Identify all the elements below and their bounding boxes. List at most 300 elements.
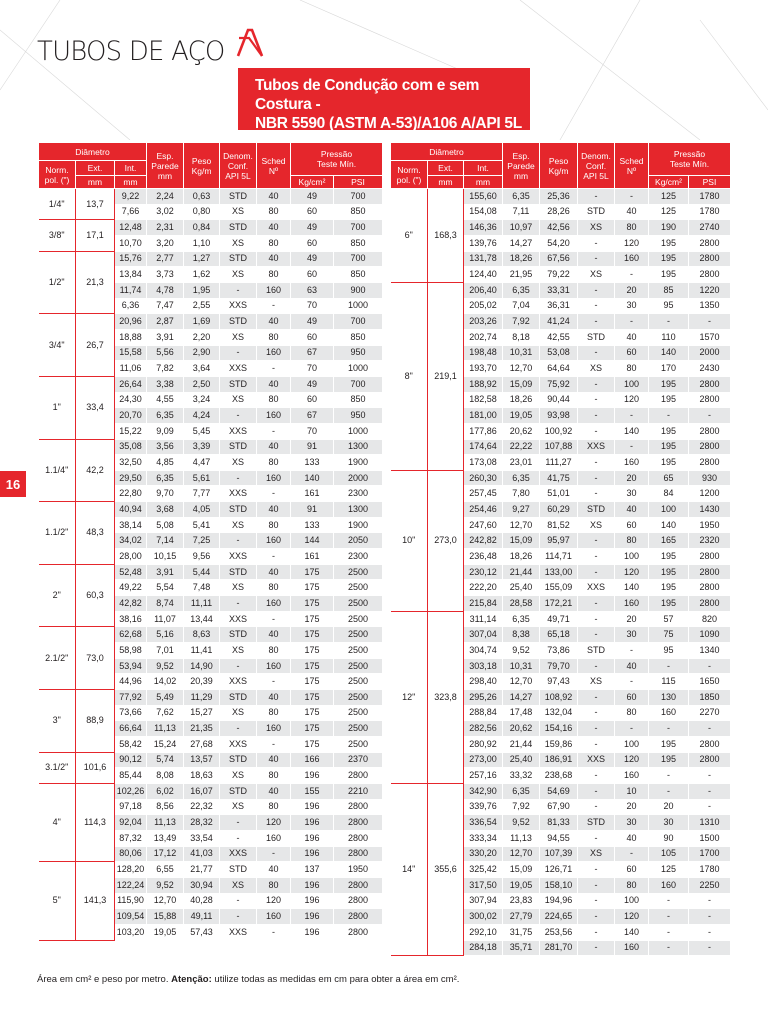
schedule: - xyxy=(615,643,649,659)
wall-thickness: 19,05 xyxy=(147,924,184,940)
pressure-psi: 700 xyxy=(334,189,383,205)
int-diameter: 273,00 xyxy=(464,752,503,768)
ext-diameter: 323,8 xyxy=(428,611,464,783)
pressure-kgcm: 195 xyxy=(649,392,689,408)
pressure-psi: 2800 xyxy=(689,596,731,612)
pressure-psi: 700 xyxy=(334,220,383,236)
wall-thickness: 7,80 xyxy=(503,486,540,502)
denomination: XXS xyxy=(220,361,257,377)
col-header-denominacao: Denom. Conf. API 5L xyxy=(220,143,257,189)
pressure-psi: 2740 xyxy=(689,220,731,236)
denomination: XXS xyxy=(220,549,257,565)
weight: 5,61 xyxy=(184,470,220,486)
denomination: - xyxy=(220,470,257,486)
int-diameter: 303,18 xyxy=(464,658,503,674)
col-header-kgcm: Kg/cm² xyxy=(291,176,334,189)
pressure-kgcm: 196 xyxy=(291,924,334,940)
pressure-kgcm: 95 xyxy=(649,298,689,314)
int-diameter: 103,20 xyxy=(115,924,147,940)
weight: 54,69 xyxy=(540,783,578,799)
schedule: 80 xyxy=(257,705,291,721)
pressure-kgcm: 140 xyxy=(649,517,689,533)
pressure-kgcm: 175 xyxy=(291,674,334,690)
wall-thickness: 10,31 xyxy=(503,658,540,674)
schedule: 40 xyxy=(257,376,291,392)
schedule: 160 xyxy=(615,768,649,784)
wall-thickness: 19,05 xyxy=(503,408,540,424)
pressure-psi: 1300 xyxy=(334,439,383,455)
schedule: 120 xyxy=(615,909,649,925)
wall-thickness: 19,05 xyxy=(503,877,540,893)
int-diameter: 254,46 xyxy=(464,502,503,518)
int-diameter: 325,42 xyxy=(464,862,503,878)
col-header-denominacao: Denom. Conf. API 5L xyxy=(578,143,615,189)
wall-thickness: 3,68 xyxy=(147,502,184,518)
schedule: - xyxy=(257,549,291,565)
weight: 2,90 xyxy=(184,345,220,361)
wall-thickness: 14,02 xyxy=(147,674,184,690)
pressure-psi: - xyxy=(689,783,731,799)
denomination: STD xyxy=(220,502,257,518)
denomination: - xyxy=(578,830,615,846)
pressure-psi: 2500 xyxy=(334,627,383,643)
schedule: 160 xyxy=(615,940,649,956)
schedule: 80 xyxy=(257,329,291,345)
int-diameter: 139,76 xyxy=(464,235,503,251)
denomination: - xyxy=(578,235,615,251)
schedule: - xyxy=(615,846,649,862)
int-diameter: 174,64 xyxy=(464,439,503,455)
int-diameter: 35,08 xyxy=(115,439,147,455)
pressure-kgcm: 65 xyxy=(649,470,689,486)
weight: 1,95 xyxy=(184,282,220,298)
wall-thickness: 9,09 xyxy=(147,423,184,439)
col-header-pressao: Pressão Teste Mín. xyxy=(291,143,383,176)
pressure-kgcm: 140 xyxy=(291,470,334,486)
int-diameter: 128,20 xyxy=(115,862,147,878)
schedule: 40 xyxy=(257,220,291,236)
pressure-psi: 2800 xyxy=(334,924,383,940)
int-diameter: 288,84 xyxy=(464,705,503,721)
denomination: XS xyxy=(220,580,257,596)
int-diameter: 236,48 xyxy=(464,549,503,565)
schedule: 160 xyxy=(257,596,291,612)
pressure-kgcm: 60 xyxy=(291,235,334,251)
wall-thickness: 7,62 xyxy=(147,705,184,721)
pressure-psi: 2250 xyxy=(689,877,731,893)
pressure-kgcm: 84 xyxy=(649,486,689,502)
pressure-psi: 950 xyxy=(334,345,383,361)
pressure-psi: 2500 xyxy=(334,580,383,596)
denomination: XXS xyxy=(578,580,615,596)
pressure-psi: 700 xyxy=(334,314,383,330)
pressure-psi: 2800 xyxy=(334,877,383,893)
schedule: - xyxy=(615,189,649,205)
int-diameter: 62,68 xyxy=(115,627,147,643)
schedule: 80 xyxy=(615,220,649,236)
pressure-psi: 1650 xyxy=(689,674,731,690)
schedule: 160 xyxy=(257,909,291,925)
pressure-kgcm: 140 xyxy=(649,345,689,361)
schedule: 40 xyxy=(257,439,291,455)
weight: 13,44 xyxy=(184,611,220,627)
wall-thickness: 3,73 xyxy=(147,267,184,283)
table-row xyxy=(39,502,383,518)
denomination: - xyxy=(578,705,615,721)
weight: 172,21 xyxy=(540,596,578,612)
denomination: XS xyxy=(220,643,257,659)
schedule: 160 xyxy=(257,408,291,424)
pressure-kgcm: 196 xyxy=(291,768,334,784)
pressure-kgcm: 160 xyxy=(649,877,689,893)
pressure-psi: 1430 xyxy=(689,502,731,518)
nominal-size: 1/2" xyxy=(39,251,76,314)
int-diameter: 307,94 xyxy=(464,893,503,909)
pressure-psi: 2800 xyxy=(334,768,383,784)
pressure-kgcm: 57 xyxy=(649,611,689,627)
pressure-psi: 1340 xyxy=(689,643,731,659)
wall-thickness: 28,58 xyxy=(503,596,540,612)
wall-thickness: 5,54 xyxy=(147,580,184,596)
int-diameter: 102,26 xyxy=(115,783,147,799)
pressure-psi: 2210 xyxy=(334,783,383,799)
pressure-kgcm: - xyxy=(649,909,689,925)
denomination: STD xyxy=(220,627,257,643)
int-diameter: 257,45 xyxy=(464,486,503,502)
int-diameter: 34,02 xyxy=(115,533,147,549)
int-diameter: 26,64 xyxy=(115,376,147,392)
weight: 27,68 xyxy=(184,736,220,752)
int-diameter: 44,96 xyxy=(115,674,147,690)
pressure-psi: 850 xyxy=(334,392,383,408)
weight: 7,25 xyxy=(184,533,220,549)
schedule: 160 xyxy=(257,658,291,674)
denomination: - xyxy=(578,768,615,784)
pressure-psi: 700 xyxy=(334,251,383,267)
weight: 53,08 xyxy=(540,345,578,361)
schedule: 60 xyxy=(615,517,649,533)
pressure-kgcm: - xyxy=(649,924,689,940)
wall-thickness: 12,70 xyxy=(503,674,540,690)
wall-thickness: 15,09 xyxy=(503,862,540,878)
pressure-psi: 850 xyxy=(334,267,383,283)
int-diameter: 38,14 xyxy=(115,517,147,533)
denomination: XS xyxy=(220,204,257,220)
table-row xyxy=(391,611,731,627)
denomination: XS xyxy=(220,768,257,784)
weight: 0,84 xyxy=(184,220,220,236)
wall-thickness: 5,74 xyxy=(147,752,184,768)
schedule: 120 xyxy=(615,392,649,408)
pressure-psi: 1500 xyxy=(689,830,731,846)
weight: 81,33 xyxy=(540,815,578,831)
wall-thickness: 15,09 xyxy=(503,376,540,392)
denomination: XS xyxy=(220,235,257,251)
weight: 67,56 xyxy=(540,251,578,267)
weight: 281,70 xyxy=(540,940,578,956)
weight: 93,98 xyxy=(540,408,578,424)
pressure-psi: 2800 xyxy=(689,564,731,580)
int-diameter: 222,20 xyxy=(464,580,503,596)
int-diameter: 15,76 xyxy=(115,251,147,267)
weight: 100,92 xyxy=(540,423,578,439)
wall-thickness: 14,27 xyxy=(503,690,540,706)
weight: 20,39 xyxy=(184,674,220,690)
schedule: - xyxy=(615,721,649,737)
schedule: 160 xyxy=(257,830,291,846)
int-diameter: 146,36 xyxy=(464,220,503,236)
schedule: 20 xyxy=(615,611,649,627)
int-diameter: 15,22 xyxy=(115,423,147,439)
denomination: XS xyxy=(220,455,257,471)
pressure-kgcm: 161 xyxy=(291,486,334,502)
wall-thickness: 5,08 xyxy=(147,517,184,533)
weight: 3,39 xyxy=(184,439,220,455)
col-header-kgcm: Kg/cm² xyxy=(649,176,689,189)
denomination: XS xyxy=(220,392,257,408)
schedule: 40 xyxy=(257,502,291,518)
pressure-psi: 2800 xyxy=(689,580,731,596)
schedule: - xyxy=(257,924,291,940)
pressure-kgcm: 133 xyxy=(291,455,334,471)
banner-line-2: NBR 5590 (ASTM A-53)/A106 A/API 5L xyxy=(255,115,522,132)
nominal-size: 2.1/2" xyxy=(39,627,76,690)
int-diameter: 333,34 xyxy=(464,830,503,846)
weight: 107,39 xyxy=(540,846,578,862)
wall-thickness: 11,13 xyxy=(147,721,184,737)
pressure-psi: 1300 xyxy=(334,502,383,518)
denomination: - xyxy=(578,298,615,314)
int-diameter: 13,84 xyxy=(115,267,147,283)
wall-thickness: 8,08 xyxy=(147,768,184,784)
pressure-psi: 2430 xyxy=(689,361,731,377)
denomination: XXS xyxy=(220,924,257,940)
denomination: - xyxy=(220,282,257,298)
weight: 5,41 xyxy=(184,517,220,533)
ext-diameter: 13,7 xyxy=(76,189,115,220)
ext-diameter: 88,9 xyxy=(76,690,115,753)
wall-thickness: 7,82 xyxy=(147,361,184,377)
nominal-size: 10" xyxy=(391,470,428,611)
wall-thickness: 6,55 xyxy=(147,862,184,878)
int-diameter: 182,58 xyxy=(464,392,503,408)
pressure-kgcm: 60 xyxy=(291,267,334,283)
schedule: 160 xyxy=(615,251,649,267)
wall-thickness: 20,62 xyxy=(503,721,540,737)
denomination: XS xyxy=(220,799,257,815)
schedule: - xyxy=(257,611,291,627)
wall-thickness: 6,35 xyxy=(147,470,184,486)
pressure-kgcm: 70 xyxy=(291,361,334,377)
wall-thickness: 9,70 xyxy=(147,486,184,502)
int-diameter: 53,94 xyxy=(115,658,147,674)
weight: 11,11 xyxy=(184,596,220,612)
wall-thickness: 7,92 xyxy=(503,314,540,330)
schedule: 80 xyxy=(257,204,291,220)
pressure-kgcm: 49 xyxy=(291,314,334,330)
pressure-psi: 1700 xyxy=(689,846,731,862)
denomination: - xyxy=(578,877,615,893)
schedule: 120 xyxy=(615,235,649,251)
denomination: - xyxy=(578,533,615,549)
pressure-kgcm: 195 xyxy=(649,596,689,612)
pressure-kgcm: 190 xyxy=(649,220,689,236)
pressure-psi: - xyxy=(689,721,731,737)
pressure-kgcm: 70 xyxy=(291,298,334,314)
nominal-size: 1.1/4" xyxy=(39,439,76,502)
schedule: - xyxy=(257,674,291,690)
int-diameter: 115,90 xyxy=(115,893,147,909)
col-header-pressao: Pressão Teste Mín. xyxy=(649,143,731,176)
pressure-kgcm: 196 xyxy=(291,846,334,862)
col-header-int: Int. xyxy=(464,161,503,176)
pressure-psi: 820 xyxy=(689,611,731,627)
pressure-psi: - xyxy=(689,658,731,674)
table-row xyxy=(39,314,383,330)
wall-thickness: 27,79 xyxy=(503,909,540,925)
pressure-psi: 900 xyxy=(334,282,383,298)
pressure-kgcm: - xyxy=(649,893,689,909)
pressure-psi: 1000 xyxy=(334,423,383,439)
pressure-kgcm: 110 xyxy=(649,329,689,345)
int-diameter: 173,08 xyxy=(464,455,503,471)
weight: 1,62 xyxy=(184,267,220,283)
pressure-kgcm: - xyxy=(649,408,689,424)
table-row xyxy=(39,627,383,643)
denomination: - xyxy=(578,627,615,643)
denomination: STD xyxy=(220,752,257,768)
weight: 107,88 xyxy=(540,439,578,455)
wall-thickness: 7,14 xyxy=(147,533,184,549)
pressure-kgcm: - xyxy=(649,783,689,799)
weight: 95,97 xyxy=(540,533,578,549)
denomination: - xyxy=(578,408,615,424)
wall-thickness: 10,15 xyxy=(147,549,184,565)
col-header-diametro: Diâmetro xyxy=(391,143,503,161)
col-header-psi: PSI xyxy=(689,176,731,189)
denomination: - xyxy=(220,721,257,737)
schedule: 40 xyxy=(257,314,291,330)
wall-thickness: 2,87 xyxy=(147,314,184,330)
int-diameter: 87,32 xyxy=(115,830,147,846)
denomination: - xyxy=(578,799,615,815)
wall-thickness: 9,52 xyxy=(503,815,540,831)
int-diameter: 193,70 xyxy=(464,361,503,377)
int-diameter: 155,60 xyxy=(464,189,503,205)
weight: 8,63 xyxy=(184,627,220,643)
int-diameter: 7,66 xyxy=(115,204,147,220)
weight: 28,32 xyxy=(184,815,220,831)
table-banner xyxy=(238,68,530,130)
nominal-size: 2" xyxy=(39,564,76,627)
wall-thickness: 8,18 xyxy=(503,329,540,345)
schedule: 80 xyxy=(615,533,649,549)
weight: 81,52 xyxy=(540,517,578,533)
weight: 49,71 xyxy=(540,611,578,627)
weight: 51,01 xyxy=(540,486,578,502)
int-diameter: 32,50 xyxy=(115,455,147,471)
denomination: - xyxy=(220,408,257,424)
pressure-kgcm: 175 xyxy=(291,721,334,737)
int-diameter: 311,14 xyxy=(464,611,503,627)
denomination: XS xyxy=(220,705,257,721)
table-row xyxy=(39,564,383,580)
denomination: - xyxy=(220,533,257,549)
pressure-kgcm: - xyxy=(649,768,689,784)
denomination: XXS xyxy=(578,439,615,455)
wall-thickness: 18,26 xyxy=(503,392,540,408)
denomination: STD xyxy=(220,690,257,706)
int-diameter: 230,12 xyxy=(464,564,503,580)
denomination: - xyxy=(220,893,257,909)
schedule: - xyxy=(257,486,291,502)
pressure-kgcm: 175 xyxy=(291,658,334,674)
weight: 65,18 xyxy=(540,627,578,643)
ext-diameter: 168,3 xyxy=(428,189,464,283)
table-row xyxy=(391,189,731,205)
schedule: 80 xyxy=(257,643,291,659)
schedule: 30 xyxy=(615,486,649,502)
pressure-kgcm: 144 xyxy=(291,533,334,549)
pressure-kgcm: 161 xyxy=(291,549,334,565)
int-diameter: 203,26 xyxy=(464,314,503,330)
pressure-kgcm: - xyxy=(649,721,689,737)
pressure-psi: 2800 xyxy=(689,392,731,408)
int-diameter: 11,74 xyxy=(115,282,147,298)
pressure-psi: 2500 xyxy=(334,658,383,674)
weight: 67,90 xyxy=(540,799,578,815)
pressure-kgcm: 166 xyxy=(291,752,334,768)
denomination: - xyxy=(578,251,615,267)
wall-thickness: 11,07 xyxy=(147,611,184,627)
weight: 3,24 xyxy=(184,392,220,408)
denomination: XS xyxy=(220,877,257,893)
pressure-psi: 2800 xyxy=(334,815,383,831)
col-header-ext: Ext. xyxy=(428,161,464,176)
denomination: STD xyxy=(578,815,615,831)
int-diameter: 282,56 xyxy=(464,721,503,737)
pressure-kgcm: 175 xyxy=(291,690,334,706)
schedule: 40 xyxy=(615,204,649,220)
denomination: - xyxy=(578,924,615,940)
schedule: 80 xyxy=(257,455,291,471)
int-diameter: 247,60 xyxy=(464,517,503,533)
pressure-psi: 2500 xyxy=(334,564,383,580)
col-header-espessura: Esp. Parede mm xyxy=(503,143,540,189)
pressure-kgcm: 67 xyxy=(291,345,334,361)
nominal-size: 4" xyxy=(39,783,76,861)
denomination: - xyxy=(220,909,257,925)
wall-thickness: 3,38 xyxy=(147,376,184,392)
schedule: 120 xyxy=(615,752,649,768)
weight: 5,44 xyxy=(184,564,220,580)
pressure-psi: 2050 xyxy=(334,533,383,549)
pressure-kgcm: 196 xyxy=(291,830,334,846)
pressure-psi: - xyxy=(689,924,731,940)
weight: 14,90 xyxy=(184,658,220,674)
weight: 33,31 xyxy=(540,282,578,298)
ext-diameter: 114,3 xyxy=(76,783,115,861)
weight: 18,63 xyxy=(184,768,220,784)
int-diameter: 188,92 xyxy=(464,376,503,392)
schedule: 140 xyxy=(615,924,649,940)
weight: 36,31 xyxy=(540,298,578,314)
wall-thickness: 8,56 xyxy=(147,799,184,815)
pressure-psi: 2800 xyxy=(689,439,731,455)
denomination: XXS xyxy=(220,674,257,690)
pressure-kgcm: 49 xyxy=(291,189,334,205)
weight: 0,80 xyxy=(184,204,220,220)
